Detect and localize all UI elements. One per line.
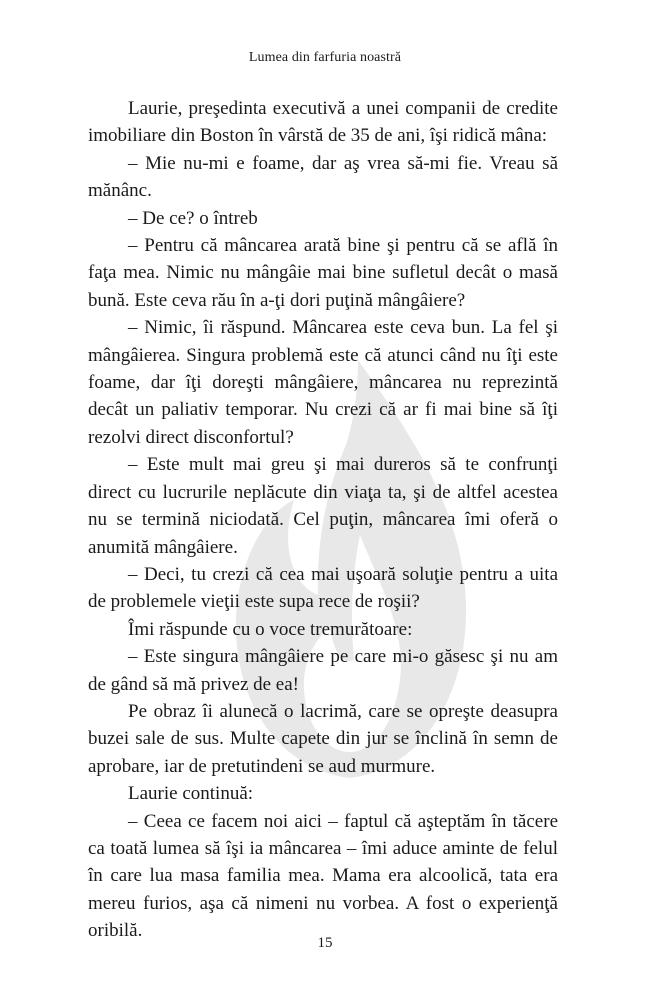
running-header: Lumea din farfuria noastră bbox=[248, 50, 402, 65]
paragraph: – Pentru că mâncarea arată bine şi pentru că se află în faţa mea. Nimic nu mângâie mai bine sufletul decât o masă bună. Este ceva rău în a-ţi dori puţină mângâiere? bbox=[88, 235, 558, 311]
body-text bbox=[88, 95, 558, 945]
paragraph: Pe obraz îi alunecă o lacrimă, care se opreşte deasupra buzei sale de sus. Multe capete din jur se înclină în semn de aprobare, iar de pretutindeni se aud murmure. bbox=[88, 700, 558, 777]
page-number: 15 bbox=[317, 935, 333, 951]
paragraph: – Deci, tu crezi că cea mai uşoară soluţie pentru a uita de problemele vieţii este supa rece de roşii? bbox=[88, 563, 558, 613]
paragraph: – Este singura mângâiere pe care mi-o găsesc şi nu am de gând să mă privez de ea! bbox=[88, 646, 558, 695]
paragraph: – De ce? o întreb bbox=[128, 207, 258, 229]
paragraph: Laurie, preşedinta executivă a unei companii de credite imobiliare din Boston în vârstă de 35 de ani, îşi ridică mâna: bbox=[88, 98, 558, 147]
paragraph: – Ceea ce facem noi aici – faptul că aşteptăm în tăcere ca toată lumea să îşi ia mâncarea – îmi aduce aminte de felul în care lua masa familia mea. Mama era alcoolică, tata era mereu furios, aşa că nimeni nu vorbea. A fost o experienţă oribilă. bbox=[88, 810, 558, 942]
paragraph: – Mie nu-mi e foame, dar aş vrea să-mi fie. Vreau să mănânc. bbox=[88, 152, 558, 202]
paragraph: Laurie continuă: bbox=[128, 783, 254, 805]
paragraph: – Nimic, îi răspund. Mâncarea este ceva bun. La fel şi mângâierea. Singura problemă este că atunci când nu îţi este foame, dar îţi doreşti mângâiere, mâncarea nu reprezintă decât un paliativ temporar. Nu crezi că ar fi mai bine să îţi rezolvi direct disconfortul? bbox=[88, 317, 558, 448]
paragraph: – Este mult mai greu şi mai dureros să te confrunţi direct cu lucrurile neplăcute din viaţa ta, şi de altfel acestea nu se termină niciodată. Cel puţin, mâncarea îmi oferă o anumită mângâiere. bbox=[88, 454, 558, 558]
paragraph: Îmi răspunde cu o voce tremurătoare: bbox=[128, 618, 413, 640]
